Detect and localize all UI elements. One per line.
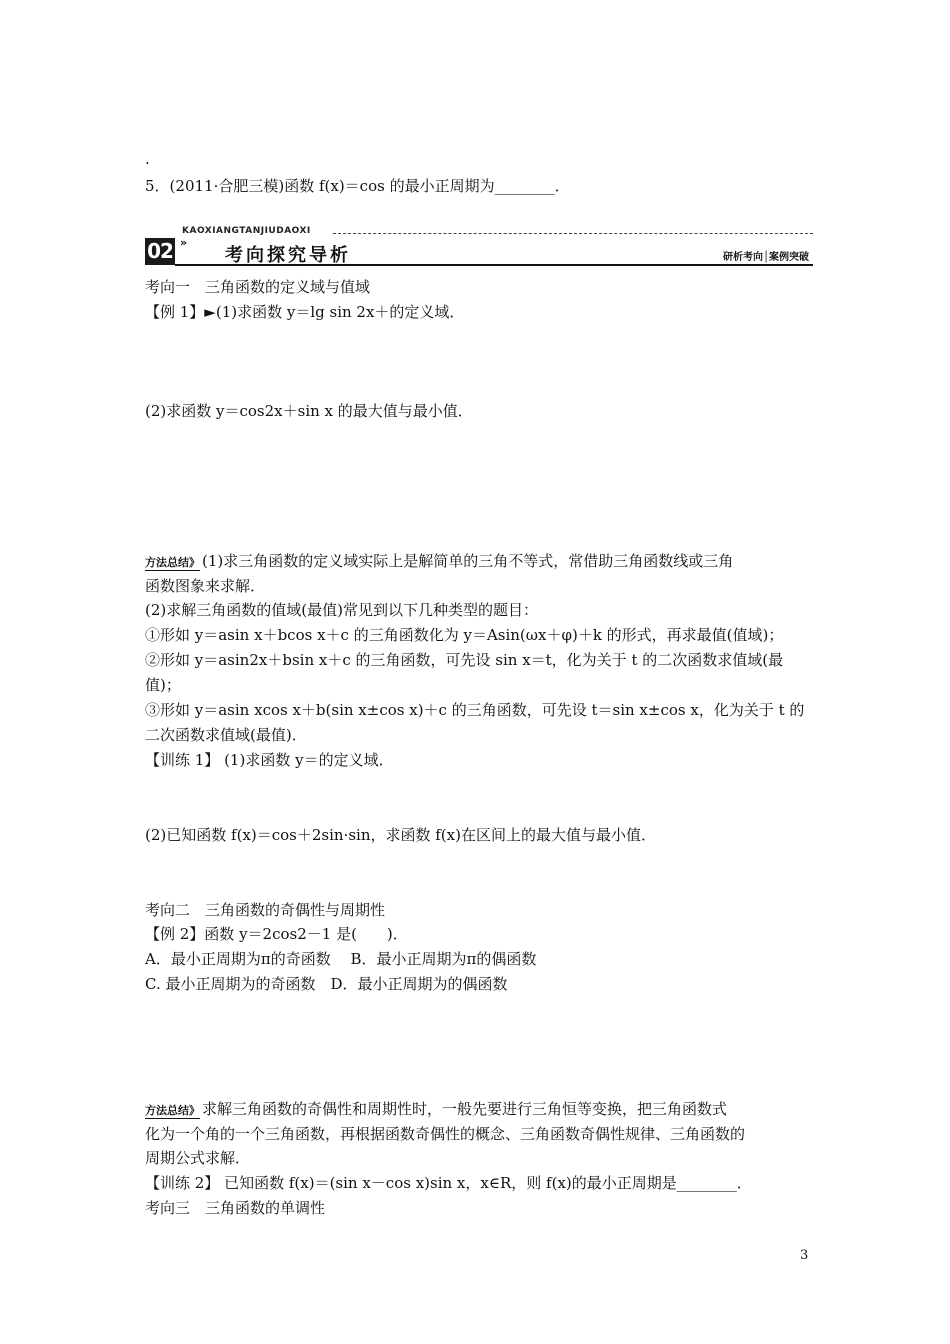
method-summary-badge: 方法总结》 [145,556,200,569]
example-2: 【例 2】函数 y＝2cos2－1 是( )． [145,925,408,943]
header-title: 考向探究导析 [225,245,351,266]
method-summary-1-line4: ①形如 y＝asin x＋bcos x＋c 的三角函数化为 y＝Asin(ωx＋φ)＋k 的形式，再求最值(值域)； [145,626,784,644]
training-2: 【训练 2】 已知函数 f(x)＝(sin x－cos x)sin x，x∈R，则 f(x)的最小正周期是________． [145,1174,752,1192]
page-number: 3 [800,1248,809,1263]
example-1-part2: (2)求函数 y＝cos2x＋sin x 的最大值与最小值． [145,402,473,420]
method-summary-2-line2: 化为一个角的一个三角函数，再根据函数奇偶性的概念、三角函数奇偶性规律、三角函数的 [145,1125,746,1143]
method-summary-2-line1: 方法总结》 求解三角函数的奇偶性和周期性时，一般先要进行三角恒等变换，把三角函数式 [145,1100,728,1118]
method-summary-1-line7: ③形如 y＝asin xcos x＋b(sin x±cos x)＋c 的三角函数，可先设 t＝sin x±cos x，化为关于 t 的 [145,701,805,719]
section2-title: 考向二 三角函数的奇偶性与周期性 [145,901,386,919]
method-summary-1-line3: (2)求解三角函数的值域(最值)常见到以下几种类型的题目： [145,601,538,619]
header-dash-line [333,233,813,234]
section1-title: 考向一 三角函数的定义域与值域 [145,278,371,296]
method-summary-badge: 方法总结》 [145,1104,200,1117]
header-rule [175,264,813,266]
chevron-icon: » [180,236,188,249]
header-pinyin: KAOXIANGTANJIUDAOXI [182,226,311,236]
method-summary-1-line1: 方法总结》 (1)求三角函数的定义域实际上是解简单的三角不等式，常借助三角函数线或三角 [145,552,734,570]
method-summary-1-line5: ②形如 y＝asin2x＋bsin x＋c 的三角函数，可先设 sin x＝t，化为关于 t 的二次函数求值域(最 [145,651,784,669]
stray-dot: . [145,150,150,168]
question-5: 5．(2011·合肥三模)函数 f(x)＝cos 的最小正周期为________． [145,177,570,195]
training-1-part2: (2)已知函数 f(x)＝cos＋2sin·sin，求函数 f(x)在区间上的最大值与最小值． [145,826,656,844]
training-1-part1: 【训练 1】 (1)求函数 y＝的定义域． [145,751,394,769]
example-2-options-ab: A．最小正周期为π的奇函数 B．最小正周期为π的偶函数 [145,950,537,968]
example-1-part1: 【例 1】►(1)求函数 y＝lg sin 2x＋的定义域． [145,303,465,321]
section-header [145,226,813,266]
method-summary-2-line3: 周期公式求解． [145,1149,251,1167]
header-number-box: 02 [145,238,175,265]
section3-title: 考向三 三角函数的单调性 [145,1199,326,1217]
method-summary-1-line8: 二次函数求值域(最值)． [145,726,307,744]
method-summary-1-line2: 函数图象来求解． [145,577,266,595]
example-2-options-cd: C. 最小正周期为的奇函数 D．最小正周期为的偶函数 [145,975,508,993]
header-right-label: 研析考向│案例突破 [722,252,809,263]
method-summary-1-line6: 值)； [145,676,181,694]
